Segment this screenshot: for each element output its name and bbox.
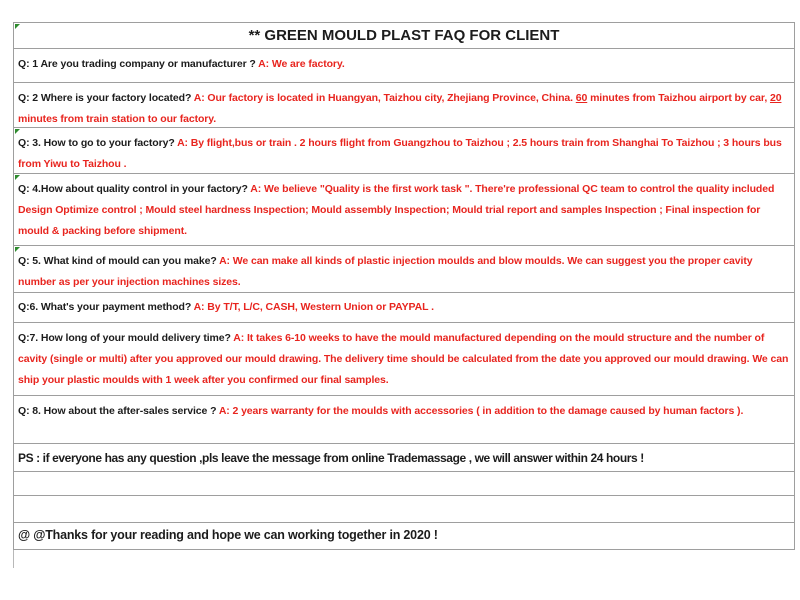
question-text: Q: 8. How about the after-sales service ?	[18, 405, 219, 417]
question-text: Q: 5. What kind of mould can you make?	[18, 255, 220, 267]
answer-text: A: Our factory is located in Huangyan, Taizhou city, Zhejiang Province, China.	[193, 92, 576, 104]
answer-text: A: We can make all kinds of plastic injection moulds and blow moulds. We can suggest you the proper cavity number as per your injection machines sizes.	[18, 255, 753, 288]
cell-corner-marker-icon	[15, 247, 20, 252]
ps-note-row	[14, 444, 794, 472]
empty-row-1	[14, 472, 794, 496]
faq-table	[13, 22, 795, 550]
faq-row-3	[14, 128, 794, 174]
faq-row-4	[14, 174, 794, 246]
question-text: Q: 4.How about quality control in your factory?	[18, 183, 251, 195]
partial-empty-row	[13, 550, 414, 568]
closing-note-text: @ @Thanks for your reading and hope we can working together in 2020 !	[18, 528, 438, 542]
question-text: Q: 3. How to go to your factory?	[18, 137, 178, 149]
page-title: ** GREEN MOULD PLAST FAQ FOR CLIENT	[248, 27, 560, 44]
faq-row-6	[14, 293, 794, 323]
question-text: Q:7. How long of your mould delivery time?	[18, 332, 234, 344]
ps-note-text: PS : if everyone has any question ,pls leave the message from online Trademassage , we will answer within 24 hours !	[18, 451, 644, 465]
answer-text: A: By T/T, L/C, CASH, Western Union or PAYPAL .	[193, 301, 434, 313]
answer-text: A: We believe "Quality is the first work task ". There're professional QC team to control the quality included Design Optimize control ; Mould steel hardness Inspection; Mould assembly Inspection; Mould trial report and samples Inspection ; Final inspection for mould & packing before shipment.	[18, 183, 775, 237]
faq-row-1	[14, 49, 794, 83]
answer-text: A: It takes 6-10 weeks to have the mould manufactured depending on the mould structure and the number of cavity (single or multi) after you approved our mould drawing. The delivery time should be calculated from the date you approved our mould drawing. We can ship your plastic moulds with 1 week after you confirmed our final samples.	[18, 332, 789, 386]
faq-row-7	[14, 323, 794, 396]
title-cell	[14, 23, 794, 49]
answer-text: minutes from train station to our factory.	[18, 113, 217, 125]
answer-text: A: We are factory.	[258, 58, 345, 70]
cell-corner-marker-icon	[15, 24, 20, 29]
question-text: Q:6. What's your payment method?	[18, 301, 194, 313]
answer-text: A: By flight,bus or train . 2 hours flight from Guangzhou to Taizhou ; 2.5 hours train from Shanghai To Taizhou ; 3 hours bus from Yiwu to Taizhou .	[18, 137, 782, 170]
closing-note-row	[14, 523, 794, 549]
faq-row-2	[14, 83, 794, 128]
underlined-value: 60	[575, 92, 588, 104]
cell-corner-marker-icon	[15, 175, 20, 180]
answer-text: A: 2 years warranty for the moulds with accessories ( in addition to the damage caused by human factors ).	[218, 405, 744, 417]
faq-row-5	[14, 246, 794, 293]
question-text: Q: 1 Are you trading company or manufacturer ?	[18, 58, 259, 70]
answer-text: minutes from Taizhou airport by car,	[587, 92, 770, 104]
cell-corner-marker-icon	[15, 129, 20, 134]
question-text: Q: 2 Where is your factory located?	[18, 92, 194, 104]
faq-row-8	[14, 396, 794, 444]
empty-row-2	[14, 496, 794, 523]
underlined-value: 20	[769, 92, 782, 104]
